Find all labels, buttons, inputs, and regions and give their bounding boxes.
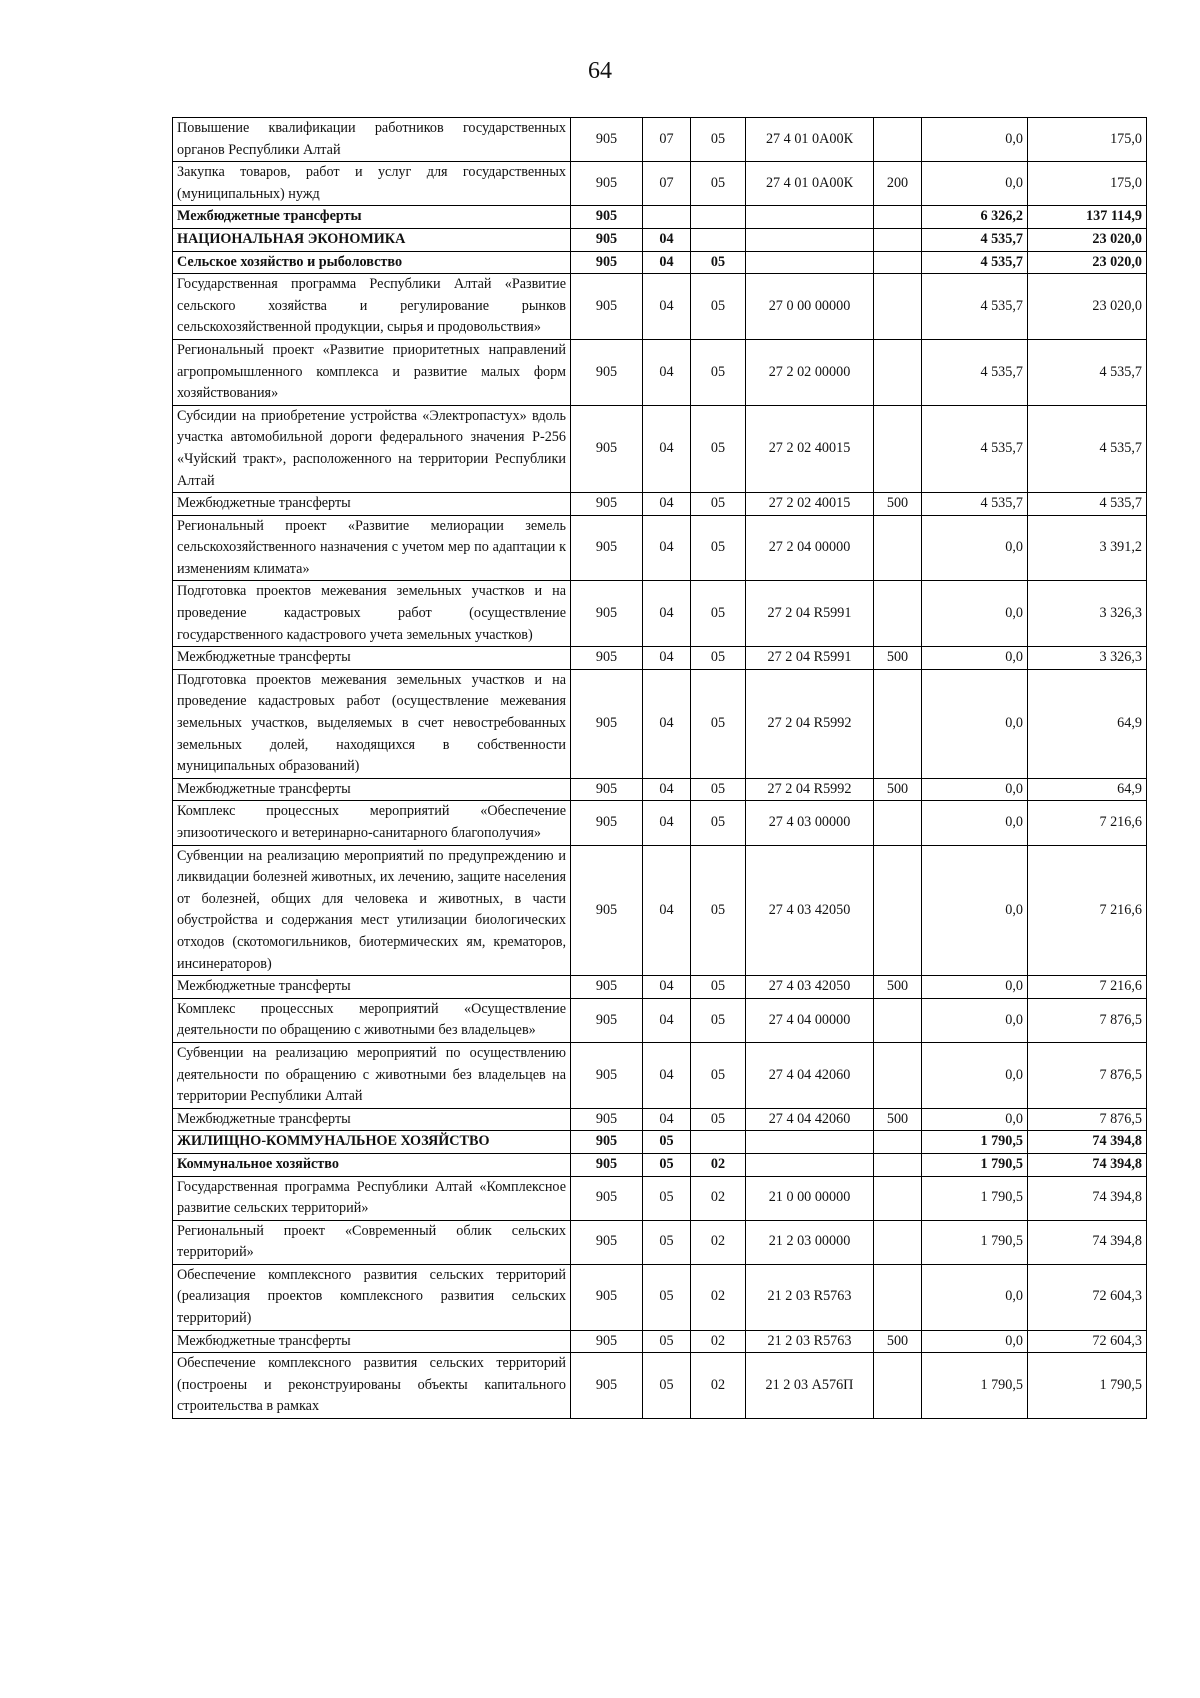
row-expense-type-code: [874, 1264, 922, 1330]
row-expense-type-code: [874, 206, 922, 229]
row-amount-1: 4 535,7: [922, 274, 1028, 340]
row-name: Подготовка проектов межевания земельных участков и на проведение кадастровых работ (осуществление межевания земельных участков, выделяемых в счет невостребованных земельных долей, находящихся в собственности муниципальных образований): [173, 669, 571, 778]
row-name: НАЦИОНАЛЬНАЯ ЭКОНОМИКА: [173, 228, 571, 251]
row-amount-1: 4 535,7: [922, 339, 1028, 405]
row-ved-code: 905: [571, 1176, 643, 1220]
row-subsection-code: 05: [691, 162, 746, 206]
row-section-code: 04: [643, 405, 691, 492]
table-row: [173, 274, 1147, 340]
row-section-code: 04: [643, 669, 691, 778]
row-ved-code: 905: [571, 1330, 643, 1353]
row-name: Межбюджетные трансферты: [173, 1330, 571, 1353]
row-ved-code: 905: [571, 669, 643, 778]
row-ved-code: 905: [571, 405, 643, 492]
row-ved-code: 905: [571, 515, 643, 581]
row-expense-type-code: [874, 251, 922, 274]
table-row: [173, 581, 1147, 647]
row-expense-type-code: 500: [874, 493, 922, 516]
row-name: Межбюджетные трансферты: [173, 1108, 571, 1131]
row-subsection-code: 05: [691, 845, 746, 976]
row-expense-type-code: 500: [874, 778, 922, 801]
row-section-code: 04: [643, 647, 691, 670]
row-name: Подготовка проектов межевания земельных участков и на проведение кадастровых работ (осуществление государственного кадастрового учета земельных участков): [173, 581, 571, 647]
row-subsection-code: [691, 228, 746, 251]
row-ved-code: 905: [571, 845, 643, 976]
row-subsection-code: [691, 206, 746, 229]
row-subsection-code: 05: [691, 515, 746, 581]
row-subsection-code: 02: [691, 1353, 746, 1419]
row-section-code: 04: [643, 801, 691, 845]
row-section-code: [643, 206, 691, 229]
row-amount-2: 64,9: [1028, 778, 1147, 801]
table-row: [173, 1176, 1147, 1220]
row-section-code: 04: [643, 515, 691, 581]
row-expense-type-code: [874, 801, 922, 845]
row-ved-code: 905: [571, 1153, 643, 1176]
row-target-item-code: 27 4 03 00000: [746, 801, 874, 845]
row-name: Региональный проект «Развитие мелиорации земель сельскохозяйственного назначения с учетом мер по адаптации к изменениям климата»: [173, 515, 571, 581]
row-expense-type-code: [874, 1153, 922, 1176]
row-amount-1: 0,0: [922, 581, 1028, 647]
row-name: Комплекс процессных мероприятий «Осуществление деятельности по обращению с животными без владельцев»: [173, 998, 571, 1042]
row-amount-1: 1 790,5: [922, 1176, 1028, 1220]
row-amount-2: 7 876,5: [1028, 1042, 1147, 1108]
row-ved-code: 905: [571, 801, 643, 845]
row-name: Обеспечение комплексного развития сельских территорий (построены и реконструированы объекты капитального строительства в рамках: [173, 1353, 571, 1419]
row-name: Межбюджетные трансферты: [173, 493, 571, 516]
row-ved-code: 905: [571, 1042, 643, 1108]
row-expense-type-code: [874, 1131, 922, 1154]
row-amount-2: 4 535,7: [1028, 493, 1147, 516]
row-name: Межбюджетные трансферты: [173, 647, 571, 670]
row-ved-code: 905: [571, 162, 643, 206]
row-amount-2: 4 535,7: [1028, 405, 1147, 492]
row-ved-code: 905: [571, 998, 643, 1042]
row-amount-2: 64,9: [1028, 669, 1147, 778]
row-target-item-code: [746, 1153, 874, 1176]
row-expense-type-code: 500: [874, 1108, 922, 1131]
row-target-item-code: 27 4 04 42060: [746, 1042, 874, 1108]
row-section-code: 04: [643, 251, 691, 274]
row-section-code: 04: [643, 228, 691, 251]
row-target-item-code: 27 2 04 R5992: [746, 669, 874, 778]
row-expense-type-code: 500: [874, 647, 922, 670]
table-row: [173, 845, 1147, 976]
row-amount-1: 0,0: [922, 1264, 1028, 1330]
row-section-code: 04: [643, 581, 691, 647]
row-name: Межбюджетные трансферты: [173, 206, 571, 229]
row-expense-type-code: [874, 118, 922, 162]
row-target-item-code: [746, 251, 874, 274]
row-subsection-code: 05: [691, 493, 746, 516]
row-section-code: 05: [643, 1176, 691, 1220]
row-section-code: 04: [643, 1108, 691, 1131]
row-amount-1: 0,0: [922, 801, 1028, 845]
row-amount-1: 0,0: [922, 1330, 1028, 1353]
table-row: [173, 405, 1147, 492]
row-ved-code: 905: [571, 976, 643, 999]
row-amount-2: 74 394,8: [1028, 1153, 1147, 1176]
table-row: [173, 118, 1147, 162]
row-expense-type-code: [874, 274, 922, 340]
row-section-code: 05: [643, 1353, 691, 1419]
row-subsection-code: 05: [691, 581, 746, 647]
row-expense-type-code: 500: [874, 976, 922, 999]
row-amount-2: 175,0: [1028, 162, 1147, 206]
row-name: Обеспечение комплексного развития сельских территорий (реализация проектов комплексного развития сельских территорий): [173, 1264, 571, 1330]
row-section-code: 04: [643, 1042, 691, 1108]
row-name: Региональный проект «Развитие приоритетных направлений агропромышленного комплекса и развитие малых форм хозяйствования»: [173, 339, 571, 405]
row-amount-2: 3 391,2: [1028, 515, 1147, 581]
row-amount-2: 7 876,5: [1028, 1108, 1147, 1131]
row-subsection-code: 05: [691, 339, 746, 405]
row-target-item-code: 21 2 03 А576П: [746, 1353, 874, 1419]
row-target-item-code: [746, 228, 874, 251]
row-name: Межбюджетные трансферты: [173, 976, 571, 999]
row-target-item-code: 27 4 01 0А00К: [746, 162, 874, 206]
row-amount-2: 175,0: [1028, 118, 1147, 162]
row-subsection-code: 02: [691, 1330, 746, 1353]
row-section-code: 05: [643, 1264, 691, 1330]
row-section-code: 04: [643, 998, 691, 1042]
row-name: Субвенции на реализацию мероприятий по осуществлению деятельности по обращению с животными без владельцев на территории Республики Алтай: [173, 1042, 571, 1108]
row-ved-code: 905: [571, 1264, 643, 1330]
row-amount-1: 1 790,5: [922, 1353, 1028, 1419]
row-amount-2: 72 604,3: [1028, 1330, 1147, 1353]
row-ved-code: 905: [571, 228, 643, 251]
row-target-item-code: 27 2 02 40015: [746, 493, 874, 516]
row-section-code: 04: [643, 493, 691, 516]
row-expense-type-code: [874, 669, 922, 778]
row-amount-2: 23 020,0: [1028, 251, 1147, 274]
row-ved-code: 905: [571, 647, 643, 670]
table-row: [173, 228, 1147, 251]
row-expense-type-code: [874, 405, 922, 492]
row-target-item-code: 27 4 01 0А00К: [746, 118, 874, 162]
row-target-item-code: 27 4 04 00000: [746, 998, 874, 1042]
table-row: [173, 647, 1147, 670]
row-subsection-code: 02: [691, 1220, 746, 1264]
table-row: [173, 669, 1147, 778]
budget-table: [172, 117, 1147, 1419]
row-amount-2: 137 114,9: [1028, 206, 1147, 229]
row-subsection-code: 02: [691, 1176, 746, 1220]
row-name: Комплекс процессных мероприятий «Обеспечение эпизоотического и ветеринарно-санитарного благополучия»: [173, 801, 571, 845]
row-amount-2: 74 394,8: [1028, 1176, 1147, 1220]
row-subsection-code: 05: [691, 251, 746, 274]
row-subsection-code: 05: [691, 1108, 746, 1131]
row-expense-type-code: [874, 1220, 922, 1264]
row-subsection-code: 05: [691, 998, 746, 1042]
table-row: [173, 339, 1147, 405]
table-row: [173, 1353, 1147, 1419]
row-expense-type-code: [874, 581, 922, 647]
row-target-item-code: 21 0 00 00000: [746, 1176, 874, 1220]
row-expense-type-code: [874, 1353, 922, 1419]
row-ved-code: 905: [571, 493, 643, 516]
row-target-item-code: 27 4 03 42050: [746, 845, 874, 976]
row-ved-code: 905: [571, 274, 643, 340]
row-amount-2: 7 216,6: [1028, 801, 1147, 845]
row-subsection-code: 05: [691, 778, 746, 801]
row-amount-2: 3 326,3: [1028, 581, 1147, 647]
row-name: Коммунальное хозяйство: [173, 1153, 571, 1176]
row-ved-code: 905: [571, 206, 643, 229]
row-name: Субвенции на реализацию мероприятий по предупреждению и ликвидации болезней животных, их лечению, защите населения от болезней, общих для человека и животных, в части обустройства и содержания мест утилизации биологических отходов (скотомогильников, биотермических ям, крематоров, инсинераторов): [173, 845, 571, 976]
row-subsection-code: 05: [691, 801, 746, 845]
row-amount-1: 0,0: [922, 669, 1028, 778]
row-ved-code: 905: [571, 339, 643, 405]
row-amount-1: 4 535,7: [922, 493, 1028, 516]
row-subsection-code: [691, 1131, 746, 1154]
table-row: [173, 976, 1147, 999]
row-target-item-code: 21 2 03 R5763: [746, 1264, 874, 1330]
row-amount-1: 0,0: [922, 118, 1028, 162]
row-expense-type-code: 200: [874, 162, 922, 206]
row-amount-1: 0,0: [922, 976, 1028, 999]
row-section-code: 04: [643, 976, 691, 999]
row-expense-type-code: [874, 339, 922, 405]
row-expense-type-code: [874, 998, 922, 1042]
row-amount-2: 3 326,3: [1028, 647, 1147, 670]
row-section-code: 04: [643, 845, 691, 976]
row-expense-type-code: [874, 1042, 922, 1108]
row-section-code: 07: [643, 118, 691, 162]
row-amount-1: 1 790,5: [922, 1131, 1028, 1154]
row-ved-code: 905: [571, 1108, 643, 1131]
row-amount-2: 1 790,5: [1028, 1353, 1147, 1419]
row-target-item-code: [746, 206, 874, 229]
row-amount-1: 0,0: [922, 1042, 1028, 1108]
row-target-item-code: 21 2 03 R5763: [746, 1330, 874, 1353]
row-subsection-code: 05: [691, 1042, 746, 1108]
row-name: Субсидии на приобретение устройства «Электропастух» вдоль участка автомобильной дороги федерального значения Р-256 «Чуйский тракт», расположенного на территории Республики Алтай: [173, 405, 571, 492]
row-amount-1: 0,0: [922, 162, 1028, 206]
row-amount-1: 4 535,7: [922, 251, 1028, 274]
row-target-item-code: 27 2 04 R5991: [746, 647, 874, 670]
row-target-item-code: 27 0 00 00000: [746, 274, 874, 340]
row-subsection-code: 05: [691, 118, 746, 162]
row-name: Повышение квалификации работников государственных органов Республики Алтай: [173, 118, 571, 162]
row-amount-2: 4 535,7: [1028, 339, 1147, 405]
row-ved-code: 905: [571, 778, 643, 801]
row-target-item-code: 27 2 02 00000: [746, 339, 874, 405]
row-amount-1: 1 790,5: [922, 1220, 1028, 1264]
table-row: [173, 998, 1147, 1042]
row-target-item-code: 27 2 04 00000: [746, 515, 874, 581]
row-ved-code: 905: [571, 1220, 643, 1264]
page-number: 64: [588, 58, 612, 84]
row-amount-1: 0,0: [922, 647, 1028, 670]
row-ved-code: 905: [571, 118, 643, 162]
row-expense-type-code: [874, 845, 922, 976]
row-amount-1: 6 326,2: [922, 206, 1028, 229]
row-amount-2: 7 876,5: [1028, 998, 1147, 1042]
row-amount-1: 0,0: [922, 998, 1028, 1042]
row-target-item-code: 27 2 02 40015: [746, 405, 874, 492]
row-section-code: 04: [643, 339, 691, 405]
row-expense-type-code: [874, 1176, 922, 1220]
row-section-code: 05: [643, 1220, 691, 1264]
table-row: [173, 206, 1147, 229]
row-subsection-code: 05: [691, 647, 746, 670]
row-target-item-code: 27 4 03 42050: [746, 976, 874, 999]
table-row: [173, 251, 1147, 274]
row-section-code: 05: [643, 1330, 691, 1353]
row-name: ЖИЛИЩНО-КОММУНАЛЬНОЕ ХОЗЯЙСТВО: [173, 1131, 571, 1154]
row-ved-code: 905: [571, 1353, 643, 1419]
row-target-item-code: 27 2 04 R5992: [746, 778, 874, 801]
table-row: [173, 1220, 1147, 1264]
row-amount-1: 1 790,5: [922, 1153, 1028, 1176]
row-name: Государственная программа Республики Алтай «Развитие сельского хозяйства и регулирование рынков сельскохозяйственной продукции, сырья и продовольствия»: [173, 274, 571, 340]
row-expense-type-code: 500: [874, 1330, 922, 1353]
table-row: [173, 493, 1147, 516]
row-subsection-code: 02: [691, 1153, 746, 1176]
table-row: [173, 1264, 1147, 1330]
row-name: Закупка товаров, работ и услуг для государственных (муниципальных) нужд: [173, 162, 571, 206]
row-section-code: 05: [643, 1131, 691, 1154]
row-target-item-code: 21 2 03 00000: [746, 1220, 874, 1264]
table-row: [173, 1330, 1147, 1353]
row-section-code: 05: [643, 1153, 691, 1176]
row-amount-2: 23 020,0: [1028, 228, 1147, 251]
row-section-code: 04: [643, 778, 691, 801]
row-amount-2: 7 216,6: [1028, 845, 1147, 976]
row-target-item-code: [746, 1131, 874, 1154]
row-expense-type-code: [874, 228, 922, 251]
row-subsection-code: 05: [691, 405, 746, 492]
table-row: [173, 1108, 1147, 1131]
row-target-item-code: 27 4 04 42060: [746, 1108, 874, 1131]
row-amount-1: 0,0: [922, 1108, 1028, 1131]
row-amount-1: 0,0: [922, 515, 1028, 581]
row-name: Региональный проект «Современный облик сельских территорий»: [173, 1220, 571, 1264]
row-amount-2: 74 394,8: [1028, 1220, 1147, 1264]
row-subsection-code: 05: [691, 669, 746, 778]
row-ved-code: 905: [571, 251, 643, 274]
table-row: [173, 1131, 1147, 1154]
row-subsection-code: 05: [691, 274, 746, 340]
table-row: [173, 1153, 1147, 1176]
row-amount-2: 7 216,6: [1028, 976, 1147, 999]
row-name: Государственная программа Республики Алтай «Комплексное развитие сельских территорий»: [173, 1176, 571, 1220]
row-subsection-code: 05: [691, 976, 746, 999]
row-amount-1: 0,0: [922, 778, 1028, 801]
row-section-code: 07: [643, 162, 691, 206]
row-amount-1: 0,0: [922, 845, 1028, 976]
row-ved-code: 905: [571, 1131, 643, 1154]
row-name: Межбюджетные трансферты: [173, 778, 571, 801]
table-row: [173, 162, 1147, 206]
row-amount-1: 4 535,7: [922, 405, 1028, 492]
row-amount-1: 4 535,7: [922, 228, 1028, 251]
table-row: [173, 801, 1147, 845]
row-target-item-code: 27 2 04 R5991: [746, 581, 874, 647]
row-section-code: 04: [643, 274, 691, 340]
row-expense-type-code: [874, 515, 922, 581]
row-amount-2: 74 394,8: [1028, 1131, 1147, 1154]
row-name: Сельское хозяйство и рыболовство: [173, 251, 571, 274]
row-amount-2: 72 604,3: [1028, 1264, 1147, 1330]
table-row: [173, 778, 1147, 801]
row-subsection-code: 02: [691, 1264, 746, 1330]
row-ved-code: 905: [571, 581, 643, 647]
table-row: [173, 515, 1147, 581]
row-amount-2: 23 020,0: [1028, 274, 1147, 340]
table-row: [173, 1042, 1147, 1108]
